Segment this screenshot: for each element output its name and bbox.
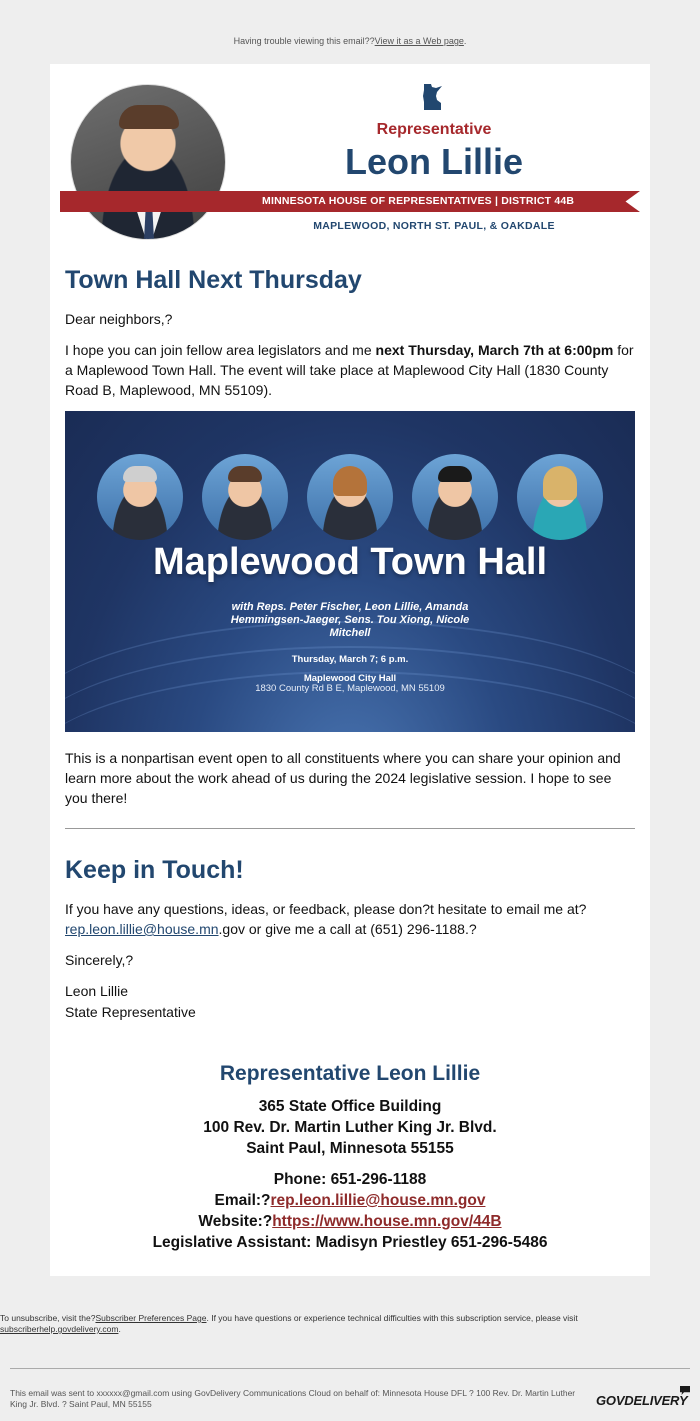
legislator-photo [202,454,288,540]
email-line: Email:?rep.leon.lillie@house.mn.gov [214,1192,486,1209]
website-line: Website:?https://www.house.mn.gov/44B [198,1213,502,1230]
email-link[interactable]: rep.leon.lillie@house.mn [65,921,219,937]
contact-paragraph: If you have any questions, ideas, or feedback, please don?t hesitate to email me at? rep.leon.lillie@house.mn.gov or give me a call at (651) 296-1188.? [65,901,587,937]
flyer-title: Maplewood Town Hall [152,541,548,583]
legislator-photo [97,454,183,540]
section-title-town-hall: Town Hall Next Thursday [65,266,362,294]
sent-to-notice: This email was sent to xxxxxx@gmail.com using GovDelivery Communications Cloud on behalf of: Minnesota House DFL ? 100 Rev. Dr. Martin Luther King Jr. Blvd. ? Saint Paul, MN 55155 [10,1388,576,1409]
signature-name: Leon Lillie [65,983,129,999]
representative-label: Representative [376,121,492,138]
legislator-photo [517,454,603,540]
contact-email-link[interactable]: rep.leon.lillie@house.mn.gov [270,1192,486,1209]
signature-title: State Representative [65,1004,196,1020]
minnesota-state-icon [422,84,444,110]
representative-name: Leon Lillie [344,141,523,182]
town-hall-flyer-image [65,411,635,732]
contact-title: Representative Leon Lillie [219,1062,481,1085]
section-divider [65,828,635,829]
greeting: Dear neighbors,? [65,311,173,327]
web-view-link[interactable]: View it as a Web page [374,36,464,46]
district-areas: MAPLEWOOD, NORTH ST. PAUL, & OAKDALE [313,220,555,232]
district-ribbon-text: MINNESOTA HOUSE OF REPRESENTATIVES | DISTRICT 44B [262,195,575,207]
subscriber-preferences-link[interactable]: Subscriber Preferences Page [95,1313,207,1323]
assistant-line: Legislative Assistant: Madisyn Priestley 651-296-5486 [152,1234,548,1251]
legislator-photo [307,454,393,540]
govdelivery-logo[interactable]: GOVDELIVERY [596,1393,688,1408]
flyer-subtitle: with Reps. Peter Fischer, Leon Lillie, Amanda Hemmingsen-Jaeger, Sens. Tou Xiong, Nicole Mitchell [230,601,470,639]
legislator-photo [412,454,498,540]
web-view-text: Having trouble viewing this email?? [233,36,375,46]
flyer-address: 1830 County Rd B E, Maplewood, MN 55109 [255,683,445,694]
flyer-venue: Maplewood City Hall [303,673,397,684]
representative-portrait [70,84,226,240]
section-title-keep-in-touch: Keep in Touch! [65,856,244,884]
signoff: Sincerely,? [65,952,134,968]
flyer-date: Thursday, March 7; 6 p.m. [291,654,409,665]
event-date-time: next Thursday, March 7th at 6:00pm [375,342,614,358]
footer-divider [10,1368,690,1369]
address-line-2: 100 Rev. Dr. Martin Luther King Jr. Blvd. [203,1119,497,1136]
address-line-3: Saint Paul, Minnesota 55155 [246,1140,454,1157]
contact-block [50,1062,650,1253]
legislator-photos [65,454,635,544]
address-line-1: 365 State Office Building [258,1098,442,1115]
subscriber-help-link[interactable]: subscriberhelp.govdelivery.com [0,1324,119,1334]
phone-line: Phone: 651-296-1188 [273,1171,427,1188]
web-view-notice: Having trouble viewing this email??View it as a Web page. [233,36,467,46]
intro-paragraph: I hope you can join fellow area legislators and me next Thursday, March 7th at 6:00pm for a Maplewood Town Hall. The event will take place at Maplewood City Hall (1830 County Road B, Maplewood, MN 55109). [65,342,634,398]
email-card [50,64,650,1276]
unsubscribe-notice: To unsubscribe, visit the?Subscriber Preferences Page. If you have questions or experience technical difficulties with this subscription service, please visit subscriberhelp.govdelivery.com. [0,1313,578,1334]
website-link[interactable]: https://www.house.mn.gov/44B [272,1213,502,1230]
closing-paragraph: This is a nonpartisan event open to all constituents where you can share your opinion and learn more about the work ahead of us during the 2024 legislative session. I hope to see you there! [65,750,621,806]
